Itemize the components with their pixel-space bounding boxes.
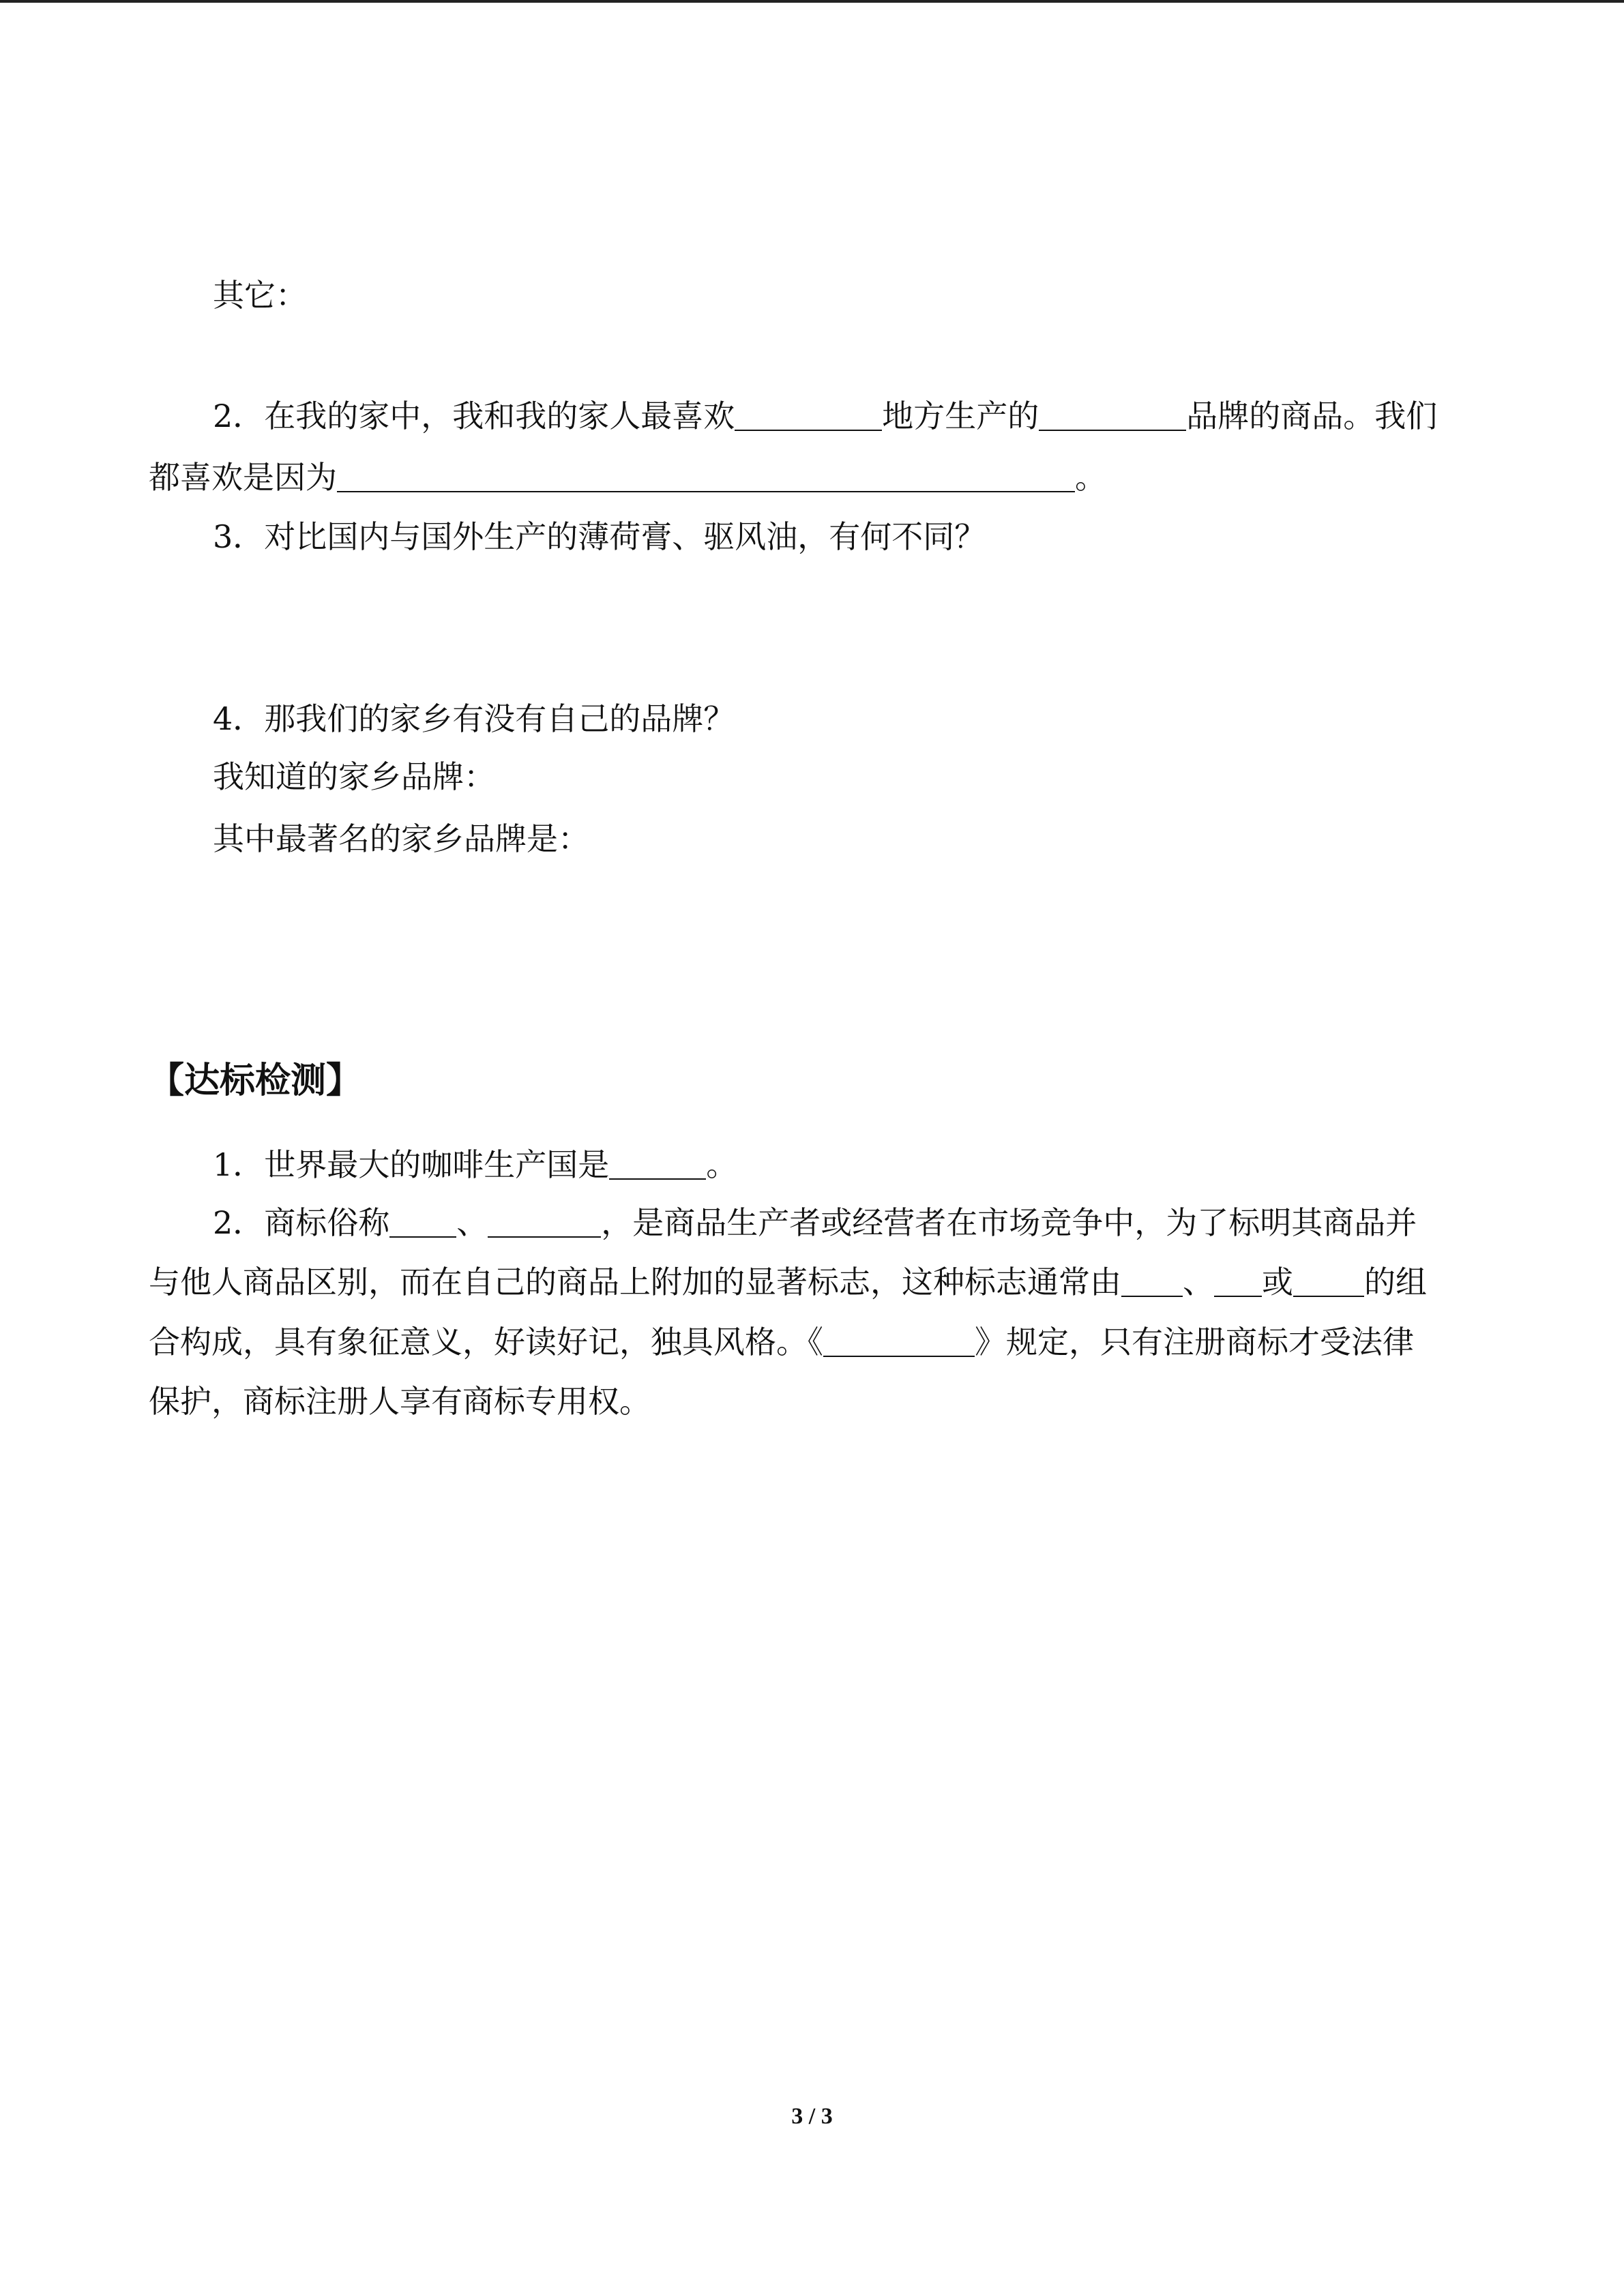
question-2-period: 。	[1075, 459, 1106, 496]
assessment-q2-text-d: 的组	[1364, 1264, 1427, 1300]
reason-blank[interactable]	[337, 460, 1075, 492]
page-number: 3 / 3	[791, 2104, 833, 2129]
page-top-border	[0, 0, 1624, 3]
assessment-q2-text-f: 》规定，只有注册商标才受法律	[975, 1324, 1414, 1360]
assessment-q2-sep-a: 、	[456, 1204, 488, 1241]
trademark-alias-blank-1[interactable]	[389, 1205, 456, 1238]
assessment-heading: 【达标检测】	[149, 1060, 362, 1101]
question-2-line-1	[213, 396, 1437, 436]
assessment-q2-or: 或	[1262, 1264, 1293, 1300]
trademark-element-blank-3[interactable]	[1293, 1264, 1364, 1297]
favorite-brand-blank[interactable]	[1039, 398, 1186, 431]
trademark-element-blank-1[interactable]	[1121, 1264, 1183, 1297]
favorite-region-blank[interactable]	[735, 398, 882, 431]
question-3: 3．对比国内与国外生产的薄荷膏、驱风油，有何不同？	[213, 518, 986, 555]
assessment-q1-period: 。	[706, 1146, 738, 1183]
question-2-text-mid: 地方生产的	[882, 398, 1039, 434]
assessment-q2-line-4: 保护，商标注册人享有商标专用权。	[149, 1383, 651, 1420]
question-2-line-2	[149, 457, 1106, 498]
assessment-q1-text: 1．世界最大的咖啡生产国是	[213, 1146, 610, 1183]
question-2-text-start: 2．在我的家中，我和我的家人最喜欢	[213, 398, 735, 434]
coffee-country-blank[interactable]	[609, 1147, 706, 1180]
assessment-q1	[213, 1144, 737, 1185]
assessment-q2-text-c: 与他人商品区别，而在自己的商品上附加的显著标志，这种标志通常由	[149, 1264, 1121, 1300]
other-label: 其它：	[213, 277, 307, 314]
question-4: 4．那我们的家乡有没有自己的品牌？	[213, 700, 735, 737]
assessment-q2-sep-b: 、	[1183, 1264, 1214, 1300]
assessment-q2-line-1	[213, 1202, 1417, 1243]
trademark-element-blank-2[interactable]	[1214, 1264, 1262, 1297]
question-2-text-end: 品牌的商品。我们	[1186, 398, 1438, 434]
assessment-q2-text-a: 2．商标俗称	[213, 1204, 390, 1241]
assessment-q2-text-b: ，是商品生产者或经营者在市场竞争中，为了标明其商品并	[601, 1204, 1417, 1241]
assessment-q2-line-3	[149, 1322, 1414, 1362]
question-2-reason-label: 都喜欢是因为	[149, 459, 337, 496]
assessment-q2-text-e: 合构成，具有象征意义，好读好记，独具风格。《	[149, 1324, 823, 1360]
law-name-blank[interactable]	[823, 1324, 975, 1357]
most-famous-brand-label: 其中最著名的家乡品牌是：	[213, 820, 589, 857]
known-brands-label: 我知道的家乡品牌：	[213, 758, 495, 795]
assessment-q2-line-2	[149, 1262, 1427, 1302]
trademark-alias-blank-2[interactable]	[488, 1205, 601, 1238]
